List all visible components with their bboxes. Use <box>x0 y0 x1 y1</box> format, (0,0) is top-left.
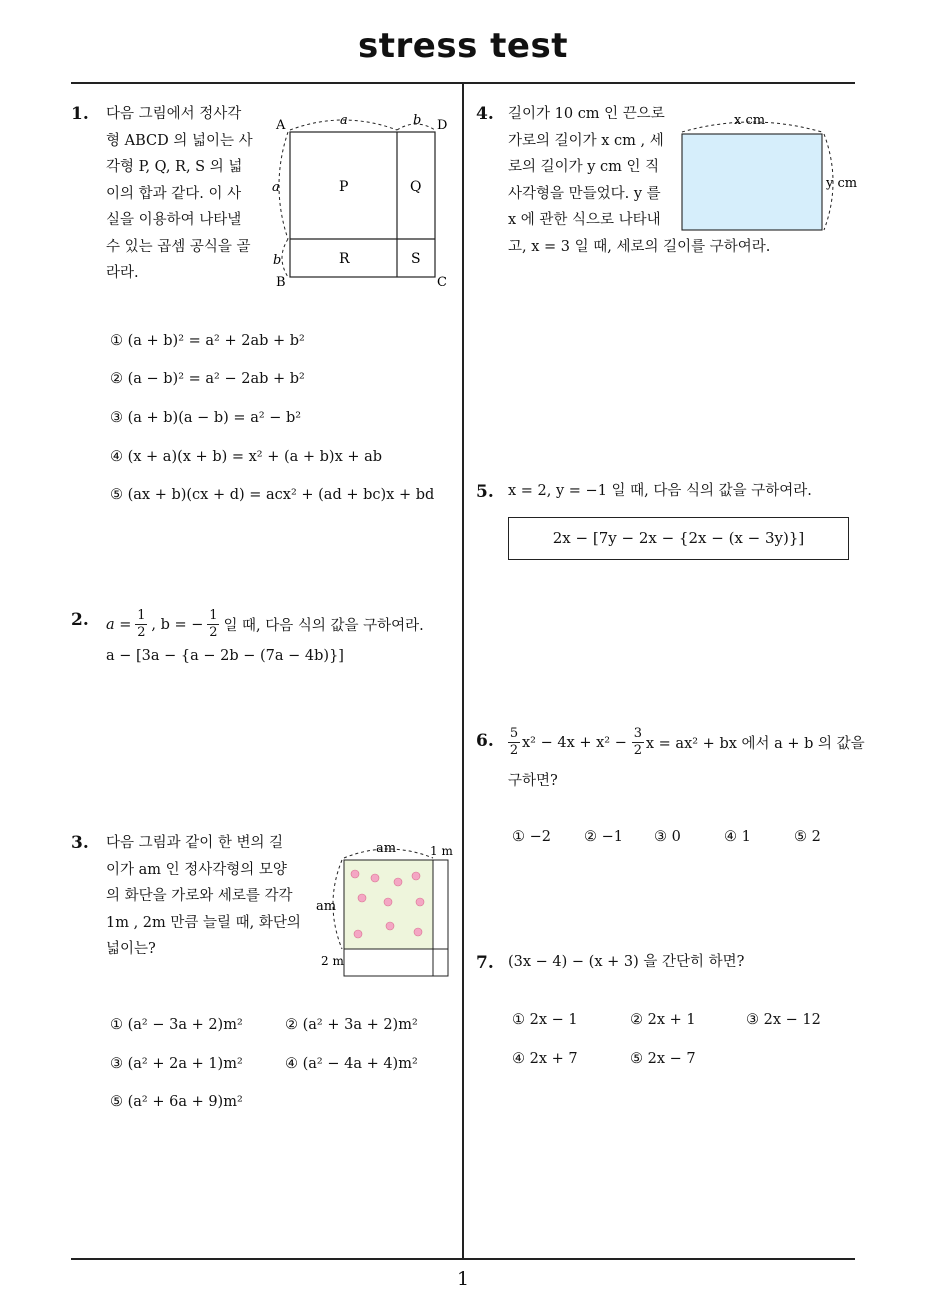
label-b-corner: B <box>276 275 286 290</box>
q3-option-5[interactable]: ⑤ (a² + 6a + 9)m² <box>110 1094 243 1110</box>
region-p: P <box>339 179 349 195</box>
label-b-top: b <box>413 113 422 128</box>
q4-line: 로의 길이가 y cm 인 직 <box>508 159 660 175</box>
q5-text: x = 2, y = −1 일 때, 다음 식의 값을 구하여라. <box>508 483 812 499</box>
q7-text: (3x − 4) − (x + 3) 을 간단히 하면? <box>508 954 745 970</box>
q1-line: 각형 P, Q, R, S 의 넓 <box>106 159 243 175</box>
label-b-left: b <box>273 253 282 268</box>
frac-den: 2 <box>137 625 146 640</box>
q2-condition <box>106 608 424 641</box>
label-y-cm: y cm <box>826 176 858 191</box>
q3-option-1[interactable]: ① (a² − 3a + 2)m² <box>110 1017 243 1033</box>
label-1m: 1 m <box>430 844 453 858</box>
q1-line: 형 ABCD 의 넓이는 사 <box>106 132 253 149</box>
bottom-rule <box>71 1258 855 1260</box>
q4-rectangle-figure <box>676 108 862 236</box>
label-c-corner: C <box>437 275 447 290</box>
q1-square-figure <box>268 108 458 293</box>
region-q: Q <box>410 179 422 195</box>
q2-expression: a − [3a − {a − 2b − (7a − 4b)}] <box>106 648 344 664</box>
q6-equation <box>508 726 865 759</box>
q3-option-4[interactable]: ④ (a² − 4a + 4)m² <box>285 1056 418 1072</box>
q6-number: 6. <box>476 731 494 751</box>
q4-line: x 에 관한 식으로 나타내 <box>508 212 661 228</box>
q6-line2: 구하면? <box>508 773 558 789</box>
label-x-cm: x cm <box>734 113 766 128</box>
frac-num: 3 <box>633 726 643 741</box>
frac-num: 5 <box>509 726 519 741</box>
label-a-left: a <box>272 180 280 195</box>
q2-b-lhs: , b = − <box>151 616 204 633</box>
region-r: R <box>339 251 350 267</box>
q3-number: 3. <box>71 833 89 853</box>
q1-line: 다음 그림에서 정사각 <box>106 106 242 122</box>
q1-line: 실을 이용하여 나타낼 <box>106 212 242 228</box>
q6-option-3[interactable]: ③ 0 <box>654 829 681 845</box>
q3-option-2[interactable]: ② (a² + 3a + 2)m² <box>285 1017 418 1033</box>
q2-number: 2. <box>71 610 89 630</box>
q2-fraction-a <box>135 608 147 641</box>
q6-option-2[interactable]: ② −1 <box>584 829 623 845</box>
q6-option-1[interactable]: ① −2 <box>512 829 551 845</box>
q7-option-4[interactable]: ④ 2x + 7 <box>512 1051 578 1067</box>
q1-line: 이의 합과 같다. 이 사 <box>106 185 242 202</box>
q6-option-5[interactable]: ⑤ 2 <box>794 829 821 845</box>
q1-option-2[interactable]: ② (a − b)² = a² − 2ab + b² <box>110 371 305 387</box>
q2-tail: 일 때, 다음 식의 값을 구하여라. <box>223 618 424 634</box>
page-number: 1 <box>456 1268 470 1290</box>
region-s: S <box>411 251 421 267</box>
frac-den: 2 <box>209 625 218 640</box>
q4-line: 고, x = 3 일 때, 세로의 길이를 구하여라. <box>508 238 771 255</box>
q6-fraction-1 <box>508 726 520 759</box>
q4-number: 4. <box>476 104 494 124</box>
q3-text <box>106 830 306 963</box>
q3-option-3[interactable]: ③ (a² + 2a + 1)m² <box>110 1056 243 1072</box>
q7-option-3[interactable]: ③ 2x − 12 <box>746 1012 821 1028</box>
label-am-left: am <box>316 899 337 914</box>
q1-line: 라라. <box>106 265 139 281</box>
q2-fraction-b <box>207 608 219 641</box>
q7-option-1[interactable]: ① 2x − 1 <box>512 1012 578 1028</box>
q5-number: 5. <box>476 482 494 502</box>
q4-line: 사각형을 만들었다. y 를 <box>508 185 661 202</box>
q2-a-lhs: a = <box>106 616 132 633</box>
q3-line: 다음 그림과 같이 한 변의 길 <box>106 835 284 851</box>
q6-tail: x = ax² + bx 에서 a + b 의 값을 <box>645 736 865 752</box>
frac-den: 2 <box>509 743 519 758</box>
q6-fraction-2 <box>632 726 644 759</box>
q1-option-4[interactable]: ④ (x + a)(x + b) = x² + (a + b)x + ab <box>110 449 383 465</box>
q1-option-5[interactable]: ⑤ (ax + b)(cx + d) = acx² + (ad + bc)x + bd <box>110 487 435 503</box>
label-a-top: a <box>340 113 348 128</box>
q3-garden-figure <box>312 838 457 978</box>
q5-boxed-expression: 2x − [7y − 2x − {2x − (x − 3y)}] <box>508 517 849 560</box>
q1-line: 수 있는 곱셈 공식을 골 <box>106 238 251 255</box>
label-2m: 2 m <box>321 954 344 968</box>
q1-number: 1. <box>71 104 89 124</box>
q4-line: 길이가 10 cm 인 끈으로 <box>508 106 665 122</box>
page-title: stress test <box>358 26 568 66</box>
q3-line: 1m , 2m 만큼 늘릴 때, 화단의 <box>106 914 301 931</box>
q6-option-4[interactable]: ④ 1 <box>724 829 751 845</box>
label-am-top: am <box>376 841 397 856</box>
q7-option-2[interactable]: ② 2x + 1 <box>630 1012 696 1028</box>
column-divider <box>462 83 464 1259</box>
q1-option-3[interactable]: ③ (a + b)(a − b) = a² − b² <box>110 410 302 426</box>
q1-option-1[interactable]: ① (a + b)² = a² + 2ab + b² <box>110 333 305 349</box>
q6-mid: x² − 4x + x² − <box>522 734 627 751</box>
frac-num: 1 <box>137 608 146 623</box>
label-a-corner: A <box>276 118 286 133</box>
label-d-corner: D <box>437 118 448 133</box>
q4-line: 가로의 길이가 x cm , 세 <box>508 132 664 149</box>
q3-line: 넓이는? <box>106 941 156 957</box>
q3-line: 의 화단을 가로와 세로를 각각 <box>106 888 293 904</box>
q1-text <box>106 101 266 287</box>
q7-option-5[interactable]: ⑤ 2x − 7 <box>630 1051 696 1067</box>
q7-number: 7. <box>476 953 494 973</box>
frac-num: 1 <box>209 608 218 623</box>
q3-line: 이가 am 인 정사각형의 모양 <box>106 861 287 878</box>
frac-den: 2 <box>633 743 643 758</box>
